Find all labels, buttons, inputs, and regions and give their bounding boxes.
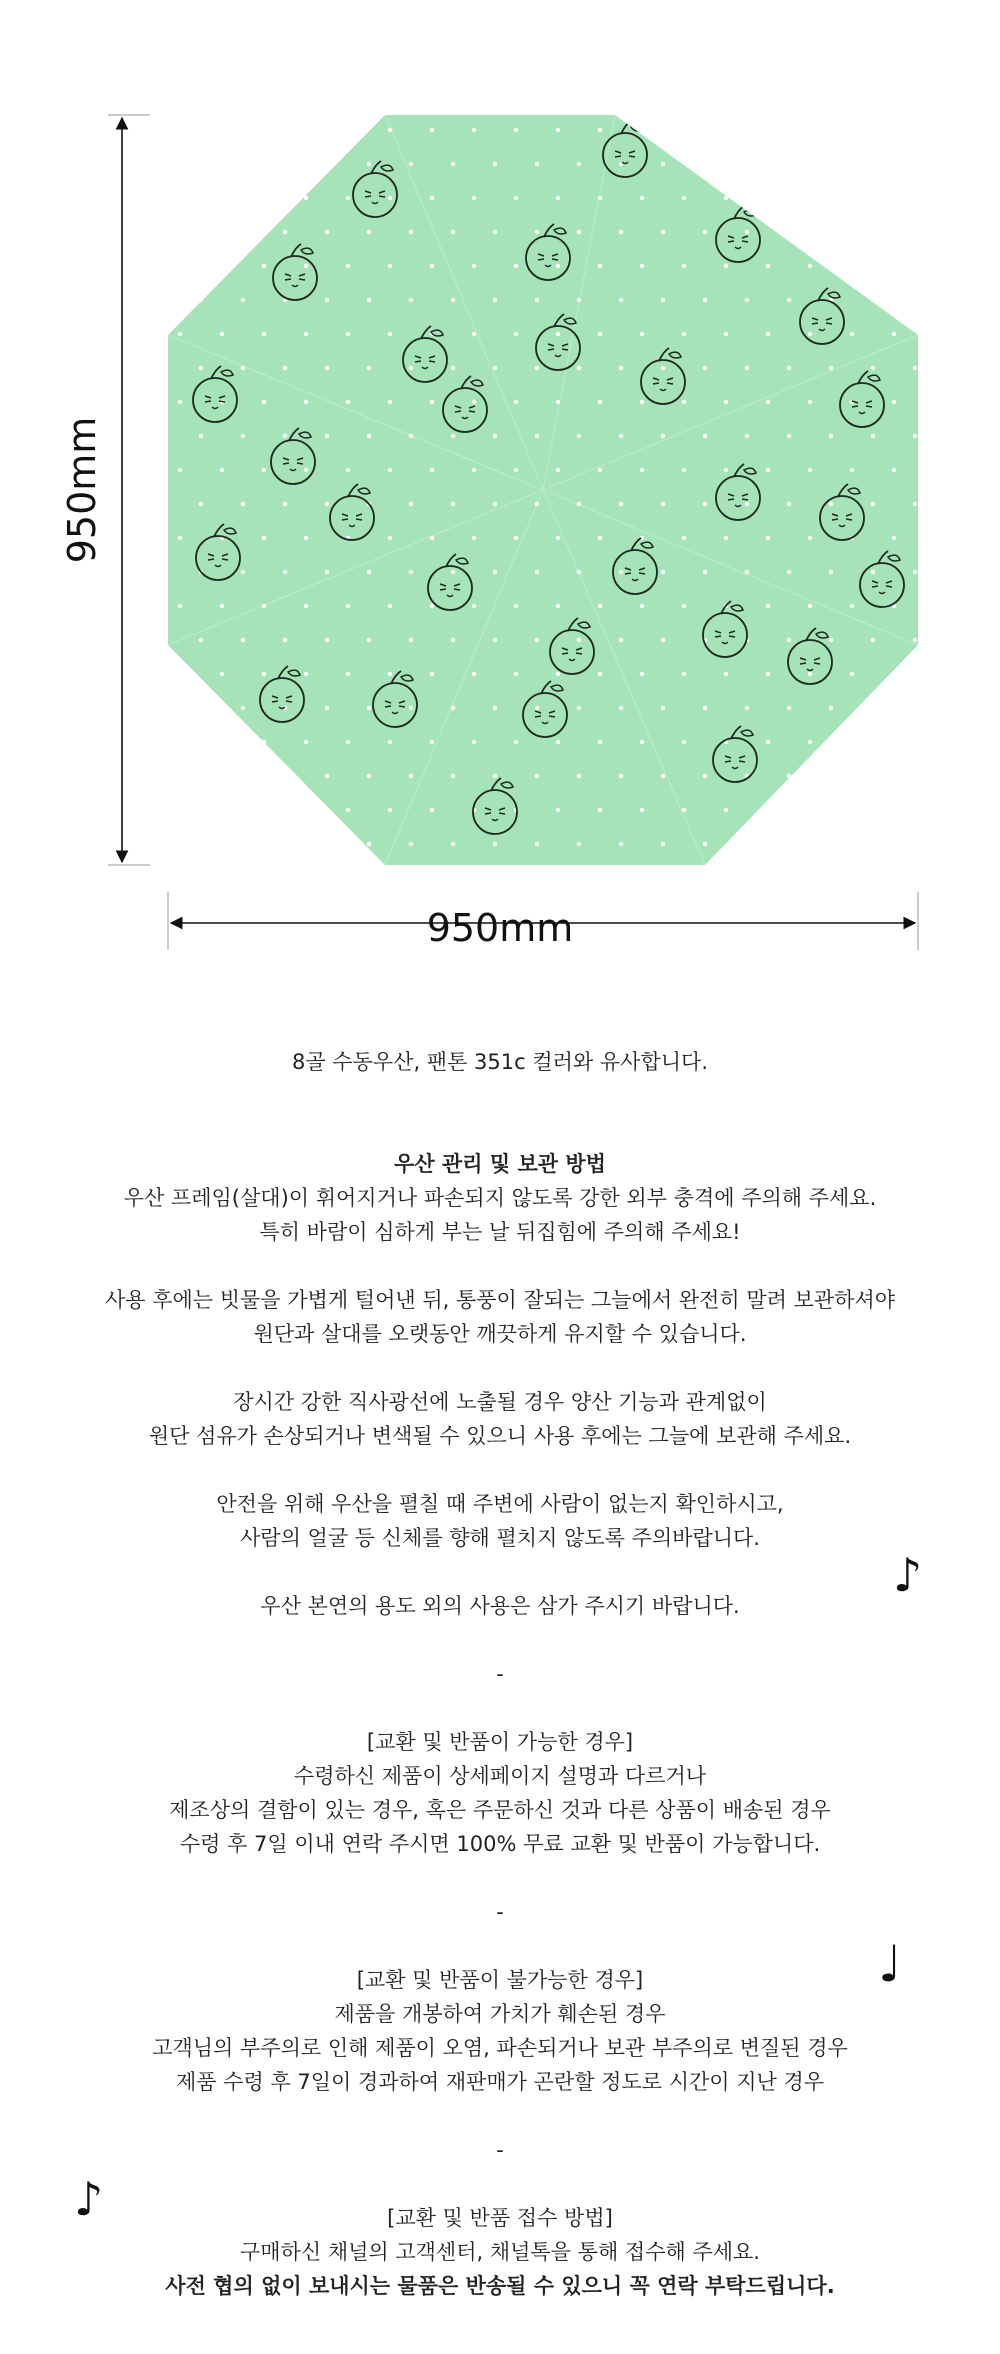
exchange-ok-conditions <box>0 1759 1000 1861</box>
umbrella-diagram <box>0 0 1000 1000</box>
music-note-icon: ♪ <box>893 1548 923 1602</box>
care-line: 장시간 강한 직사광선에 노출될 경우 양산 기능과 관계없이 <box>233 1390 767 1414</box>
exchange-ok-heading: [교환 및 반품이 가능한 경우] <box>366 1730 634 1754</box>
care-heading: 우산 관리 및 보관 방법 <box>394 1152 606 1176</box>
exchange-no-line: 고객님의 부주의로 인해 제품이 오염, 파손되거나 보관 부주의로 변질된 경우 <box>152 2036 848 2060</box>
music-note-icon: ♪ <box>74 2172 104 2226</box>
care-instructions <box>0 1181 1000 1623</box>
exchange-no-conditions <box>0 1997 1000 2099</box>
exchange-no-heading: [교환 및 반품이 불가능한 경우] <box>356 1968 644 1992</box>
exchange-ok-line: 수령 후 7일 이내 연락 주시면 100% 무료 교환 및 반품이 가능합니다. <box>179 1832 821 1856</box>
exchange-no-line: 제품을 개봉하여 가치가 훼손된 경우 <box>334 2002 666 2026</box>
exchange-method-heading: [교환 및 반품 접수 방법] <box>387 2206 613 2230</box>
intro-text: 8골 수동우산, 팬톤 351c 컬러와 유사합니다. <box>291 1050 708 1074</box>
care-line: 원단과 살대를 오랫동안 깨끗하게 유지할 수 있습니다. <box>253 1322 747 1346</box>
care-line <box>0 1249 1000 1283</box>
exchange-ok-line: 수령하신 제품이 상세페이지 설명과 다르거나 <box>293 1764 707 1788</box>
care-line: 특히 바람이 심하게 부는 날 뒤집힘에 주의해 주세요! <box>259 1220 741 1244</box>
music-note-icon: ♩ <box>878 1935 902 1993</box>
separator: - <box>496 1900 504 1924</box>
separator: - <box>496 1662 504 1686</box>
exchange-method-text: 구매하신 채널의 고객센터, 채널톡을 통해 접수해 주세요. <box>240 2240 760 2264</box>
care-line: 사용 후에는 빗물을 가볍게 털어낸 뒤, 통풍이 잘되는 그늘에서 완전히 말려 보관하셔야 <box>104 1288 896 1312</box>
exchange-method-warning: 사전 협의 없이 보내시는 물품은 반송될 수 있으니 꼭 연락 부탁드립니다. <box>165 2274 835 2298</box>
care-line: 안전을 위해 우산을 펼칠 때 주변에 사람이 없는지 확인하시고, <box>216 1492 784 1516</box>
height-label: 950mm <box>60 416 104 564</box>
separator: - <box>496 2138 504 2162</box>
care-line <box>0 1453 1000 1487</box>
care-line: 사람의 얼굴 등 신체를 향해 펼치지 않도록 주의바랍니다. <box>240 1526 760 1550</box>
care-line: 원단 섬유가 손상되거나 변색될 수 있으니 사용 후에는 그늘에 보관해 주세요. <box>148 1424 852 1448</box>
exchange-ok-line: 제조상의 결함이 있는 경우, 혹은 주문하신 것과 다른 상품이 배송된 경우 <box>169 1798 831 1822</box>
exchange-no-line: 제품 수령 후 7일이 경과하여 재판매가 곤란할 정도로 시간이 지난 경우 <box>175 2070 825 2094</box>
care-line: 우산 프레임(살대)이 휘어지거나 파손되지 않도록 강한 외부 충격에 주의해 주세요. <box>123 1186 877 1210</box>
care-line: 우산 본연의 용도 외의 사용은 삼가 주시기 바랍니다. <box>260 1594 740 1618</box>
care-line <box>0 1351 1000 1385</box>
product-description <box>0 1045 1000 2303</box>
width-label: 950mm <box>426 906 574 950</box>
care-line <box>0 1555 1000 1589</box>
